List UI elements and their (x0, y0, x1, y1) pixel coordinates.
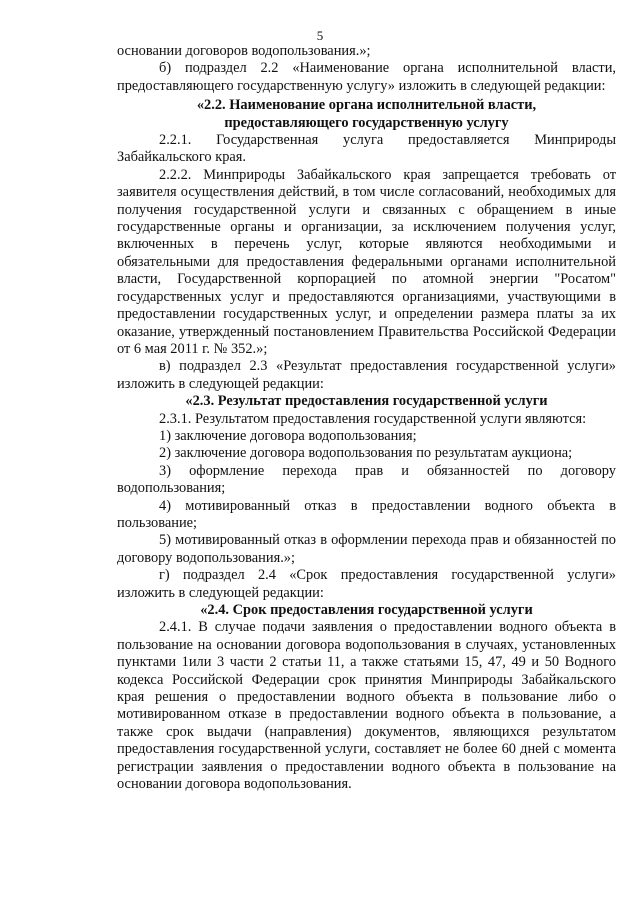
section-heading: «2.3. Результат предоставления государственной услуги (185, 393, 548, 410)
section-heading: «2.4. Срок предоставления государственной услуги (200, 602, 533, 618)
list-item: 4) мотивированный отказ в предоставлении водного объекта в пользование; (117, 497, 616, 531)
section-heading: «2.2. Наименование органа исполнительной власти, предоставляющего государственную услугу (196, 97, 537, 131)
paragraph: основании договоров водопользования.»; (117, 43, 371, 59)
paragraph: 2.2.1. Государственная услуга предоставляется Минприроды Забайкальского края. (117, 132, 616, 166)
document-body (117, 43, 616, 793)
list-item: 2) заключение договора водопользования по результатам аукциона; (159, 445, 573, 462)
list-item: 5) мотивированный отказ в оформлении перехода прав и обязанностей по договору водопользования.»; (117, 532, 616, 566)
paragraph: 2.4.1. В случае подачи заявления о предоставлении водного объекта в пользование на основании договора водопользования в случаях, установленных пунктами 1или 3 части 2 статьи 11, а также статьями 15, 47, 49 и 50 Водного кодекса Российской Федерации срок принятия Минприроды Забайкальского края решения о предоставлении водного объекта в пользование либо о мотивированном отказе в предоставлении водного объекта в пользование, а также срок выдачи (направления) документов, являющихся результатом предоставления государственной услуги, составляет не более 60 дней с момента регистрации заявления о предоставлении водного объекта в пользование на основании договора водопользования. (117, 619, 616, 793)
list-item: 1) заключение договора водопользования; (159, 427, 417, 444)
list-item: 3) оформление перехода прав и обязанностей по договору водопользования; (117, 462, 616, 497)
paragraph: 2.3.1. Результатом предоставления государственной услуги являются: (159, 410, 587, 427)
paragraph: б) подраздел 2.2 «Наименование органа исполнительной власти, предоставляющего государственную услугу» изложить в следующей редакции: (117, 60, 616, 94)
paragraph: 2.2.2. Минприроды Забайкальского края запрещается требовать от заявителя осуществления действий, в том числе согласований, необходимых для получения государственной услуги и связанных с обращением в иные государственные органы и организации, за исключением получения услуг, включенных в перечень услуг, которые являются необходимыми и обязательными для предоставления федеральными органами исполнительной власти, Государственной корпорацией по атомной энергии "Росатом" государственных услуг и предоставляются организациями, участвующими в предоставлении государственных услуг, и определении размера платы за их оказание, утвержденный постановлением Правительства Российской Федерации от 6 мая 2011 г. № 352.»; (117, 166, 616, 357)
paragraph: г) подраздел 2.4 «Срок предоставления государственной услуги» изложить в следующей редакции: (117, 567, 616, 601)
paragraph: в) подраздел 2.3 «Результат предоставления государственной услуги» изложить в следующей редакции: (117, 358, 616, 392)
page-number: 5 (316, 28, 324, 43)
